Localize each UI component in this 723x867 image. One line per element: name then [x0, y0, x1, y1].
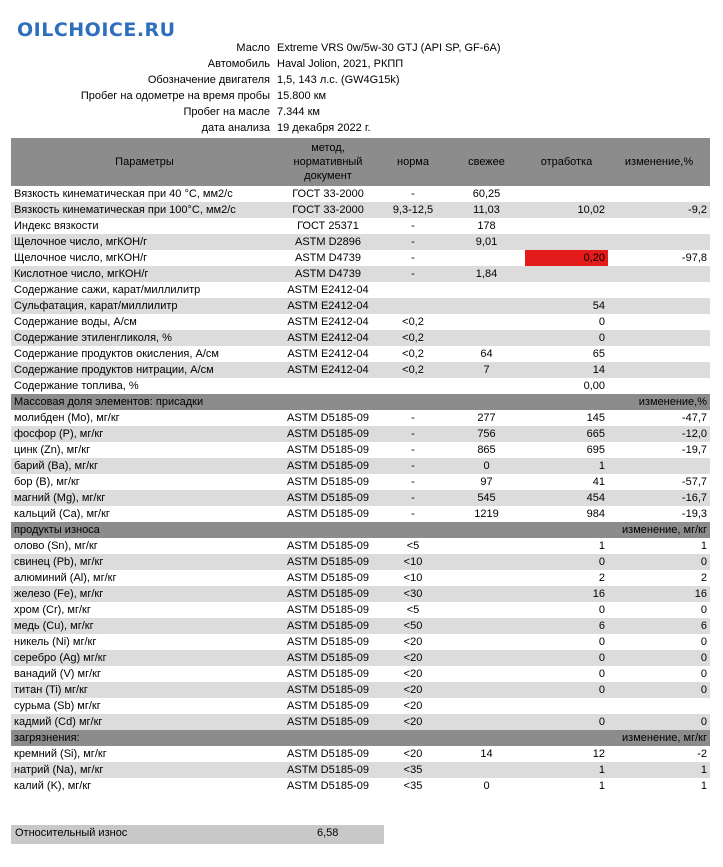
cell-fresh: 178 [448, 218, 525, 234]
info-value: Extreme VRS 0w/5w-30 GTJ (API SP, GF-6A) [277, 42, 501, 54]
cell-norm: - [378, 186, 448, 202]
cell-fresh: 865 [448, 442, 525, 458]
cell-name: Содержание продуктов окисления, А/см [11, 346, 278, 362]
table-row [11, 234, 710, 250]
cell-change [608, 362, 710, 378]
table-row [11, 410, 710, 426]
cell-used: 145 [525, 410, 608, 426]
cell-fresh [448, 586, 525, 602]
info-row [0, 40, 723, 56]
cell-change: 1 [608, 778, 710, 794]
section-title: Массовая доля элементов: присадки [11, 394, 525, 410]
cell-norm: <20 [378, 650, 448, 666]
cell-change: 0 [608, 666, 710, 682]
cell-name: фосфор (P), мг/кг [11, 426, 278, 442]
cell-fresh [448, 250, 525, 266]
cell-norm: <20 [378, 666, 448, 682]
cell-change: -97,8 [608, 250, 710, 266]
cell-norm: <35 [378, 762, 448, 778]
cell-name: железо (Fe), мг/кг [11, 586, 278, 602]
cell-fresh: 14 [448, 746, 525, 762]
table-row [11, 714, 710, 730]
header-param: Параметры [11, 138, 278, 186]
cell-norm: <35 [378, 778, 448, 794]
cell-change [608, 266, 710, 282]
cell-method: ASTM D5185-09 [278, 602, 378, 618]
cell-fresh [448, 634, 525, 650]
cell-name: калий (K), мг/кг [11, 778, 278, 794]
cell-name: кальций (Ca), мг/кг [11, 506, 278, 522]
summary-value: 6,58 [317, 827, 339, 839]
info-label: дата анализа [201, 122, 270, 134]
cell-change: 16 [608, 586, 710, 602]
info-value: 1,5, 143 л.с. (GW4G15k) [277, 74, 400, 86]
cell-used: 0 [525, 602, 608, 618]
cell-used: 1 [525, 778, 608, 794]
cell-used: 12 [525, 746, 608, 762]
cell-fresh: 97 [448, 474, 525, 490]
cell-method: ASTM D5185-09 [278, 586, 378, 602]
cell-used: 6 [525, 618, 608, 634]
cell-change: 0 [608, 714, 710, 730]
cell-fresh: 60,25 [448, 186, 525, 202]
cell-name: Вязкость кинематическая при 100°С, мм2/с [11, 202, 278, 218]
cell-norm: <20 [378, 682, 448, 698]
site-logo: OILCHOICE.RU [17, 19, 176, 41]
cell-method [278, 378, 378, 394]
cell-name: барий (Ba), мг/кг [11, 458, 278, 474]
cell-change [608, 314, 710, 330]
table-row [11, 218, 710, 234]
cell-used: 16 [525, 586, 608, 602]
cell-used: 10,02 [525, 202, 608, 218]
info-row [0, 72, 723, 88]
cell-used: 65 [525, 346, 608, 362]
table-row [11, 250, 710, 266]
cell-used: 1 [525, 538, 608, 554]
table-row [11, 314, 710, 330]
info-value: 19 декабря 2022 г. [277, 122, 371, 134]
table-row [11, 330, 710, 346]
table-row [11, 554, 710, 570]
cell-used: 0 [525, 634, 608, 650]
cell-fresh [448, 650, 525, 666]
table-row [11, 698, 710, 714]
cell-name: кремний (Si), мг/кг [11, 746, 278, 762]
cell-fresh [448, 762, 525, 778]
analysis-table [11, 138, 710, 794]
cell-used [525, 234, 608, 250]
cell-fresh: 756 [448, 426, 525, 442]
cell-change: 1 [608, 538, 710, 554]
cell-name: Щелочное число, мгКОН/г [11, 250, 278, 266]
cell-norm: - [378, 426, 448, 442]
table-row [11, 362, 710, 378]
cell-method: ASTM D5185-09 [278, 650, 378, 666]
info-label: Масло [236, 42, 270, 54]
cell-norm: - [378, 474, 448, 490]
cell-norm: <20 [378, 698, 448, 714]
cell-change: 0 [608, 682, 710, 698]
cell-name: Содержание сажи, карат/миллилитр [11, 282, 278, 298]
table-row [11, 298, 710, 314]
cell-norm: <0,2 [378, 362, 448, 378]
section-header [11, 730, 710, 746]
cell-used [525, 266, 608, 282]
table-row [11, 346, 710, 362]
cell-used: 454 [525, 490, 608, 506]
cell-method: ASTM E2412-04 [278, 314, 378, 330]
cell-used: 0 [525, 330, 608, 346]
info-row [0, 120, 723, 136]
table-row [11, 186, 710, 202]
cell-change: 0 [608, 554, 710, 570]
section-header [11, 394, 710, 410]
cell-name: бор (B), мг/кг [11, 474, 278, 490]
cell-norm: <50 [378, 618, 448, 634]
table-row [11, 282, 710, 298]
cell-norm: <10 [378, 570, 448, 586]
table-row [11, 762, 710, 778]
table-row [11, 746, 710, 762]
cell-method: ASTM D5185-09 [278, 474, 378, 490]
cell-method: ASTM D5185-09 [278, 698, 378, 714]
cell-fresh: 0 [448, 458, 525, 474]
cell-name: ванадий (V) мг/кг [11, 666, 278, 682]
cell-norm [378, 378, 448, 394]
cell-method: ASTM D5185-09 [278, 426, 378, 442]
info-label: Пробег на одометре на время пробы [80, 90, 270, 102]
cell-fresh [448, 682, 525, 698]
info-value: Haval Jolion, 2021, РКПП [277, 58, 404, 70]
cell-fresh [448, 282, 525, 298]
cell-method: ASTM E2412-04 [278, 330, 378, 346]
cell-norm: - [378, 218, 448, 234]
cell-norm: - [378, 490, 448, 506]
cell-method: ASTM D5185-09 [278, 618, 378, 634]
cell-fresh [448, 554, 525, 570]
table-row [11, 442, 710, 458]
cell-norm [378, 282, 448, 298]
cell-method: ГОСТ 33-2000 [278, 202, 378, 218]
cell-fresh [448, 538, 525, 554]
cell-name: цинк (Zn), мг/кг [11, 442, 278, 458]
section-change-label: изменение, мг/кг [525, 522, 710, 538]
cell-fresh: 9,01 [448, 234, 525, 250]
table-row [11, 266, 710, 282]
cell-norm [378, 298, 448, 314]
info-label: Обозначение двигателя [147, 74, 270, 86]
cell-method: ASTM D4739 [278, 266, 378, 282]
table-row [11, 682, 710, 698]
cell-used: 0 [525, 682, 608, 698]
cell-norm: - [378, 410, 448, 426]
summary-label: Относительный износ [15, 827, 128, 839]
info-row [0, 88, 723, 104]
cell-method: ASTM D5185-09 [278, 410, 378, 426]
cell-method: ASTM D5185-09 [278, 490, 378, 506]
cell-used: 0 [525, 314, 608, 330]
cell-change: -12,0 [608, 426, 710, 442]
cell-norm: <0,2 [378, 346, 448, 362]
cell-fresh [448, 330, 525, 346]
section-title: загрязнения: [11, 730, 525, 746]
cell-name: олово (Sn), мг/кг [11, 538, 278, 554]
cell-used: 0,00 [525, 378, 608, 394]
cell-change [608, 698, 710, 714]
cell-used: 0,20 [525, 250, 608, 266]
cell-norm: - [378, 266, 448, 282]
cell-method: ASTM D5185-09 [278, 714, 378, 730]
cell-norm: <30 [378, 586, 448, 602]
cell-method: ASTM D5185-09 [278, 570, 378, 586]
cell-used: 2 [525, 570, 608, 586]
cell-name: Вязкость кинематическая при 40 °С, мм2/с [11, 186, 278, 202]
cell-method: ASTM D5185-09 [278, 554, 378, 570]
cell-norm: - [378, 506, 448, 522]
cell-used: 0 [525, 554, 608, 570]
cell-norm: <5 [378, 538, 448, 554]
cell-fresh [448, 314, 525, 330]
table-row [11, 538, 710, 554]
cell-name: Щелочное число, мгКОН/г [11, 234, 278, 250]
cell-name: свинец (Pb), мг/кг [11, 554, 278, 570]
cell-change: 2 [608, 570, 710, 586]
cell-used [525, 186, 608, 202]
table-header [11, 138, 710, 186]
cell-used [525, 282, 608, 298]
cell-change [608, 218, 710, 234]
cell-used: 695 [525, 442, 608, 458]
cell-fresh: 1219 [448, 506, 525, 522]
header-method: метод, нормативный документ [278, 138, 378, 186]
cell-change: -9,2 [608, 202, 710, 218]
cell-name: медь (Cu), мг/кг [11, 618, 278, 634]
cell-change: -57,7 [608, 474, 710, 490]
cell-change: -19,7 [608, 442, 710, 458]
cell-used [525, 698, 608, 714]
info-row [0, 104, 723, 120]
cell-change [608, 346, 710, 362]
cell-name: титан (Ti) мг/кг [11, 682, 278, 698]
table-row [11, 586, 710, 602]
cell-name: никель (Ni) мг/кг [11, 634, 278, 650]
table-row [11, 458, 710, 474]
cell-change: 1 [608, 762, 710, 778]
cell-norm: 9,3-12,5 [378, 202, 448, 218]
cell-used [525, 218, 608, 234]
table-row [11, 378, 710, 394]
info-value: 7.344 км [277, 106, 320, 118]
cell-method: ASTM E2412-04 [278, 282, 378, 298]
table-row [11, 474, 710, 490]
cell-used: 1 [525, 762, 608, 778]
table-row [11, 666, 710, 682]
cell-used: 0 [525, 666, 608, 682]
cell-norm: - [378, 250, 448, 266]
cell-fresh [448, 618, 525, 634]
cell-name: Кислотное число, мгКОН/г [11, 266, 278, 282]
info-row [0, 56, 723, 72]
cell-change: -47,7 [608, 410, 710, 426]
cell-method: ASTM D5185-09 [278, 762, 378, 778]
cell-norm: - [378, 458, 448, 474]
cell-change [608, 186, 710, 202]
cell-method: ASTM D5185-09 [278, 682, 378, 698]
cell-name: хром (Cr), мг/кг [11, 602, 278, 618]
cell-method: ASTM D5185-09 [278, 538, 378, 554]
cell-name: Сульфатация, карат/миллилитр [11, 298, 278, 314]
cell-method: ASTM D5185-09 [278, 666, 378, 682]
cell-method: ASTM E2412-04 [278, 362, 378, 378]
cell-name: кадмий (Cd) мг/кг [11, 714, 278, 730]
cell-method: ГОСТ 25371 [278, 218, 378, 234]
cell-name: натрий (Na), мг/кг [11, 762, 278, 778]
section-change-label: изменение, мг/кг [525, 730, 710, 746]
section-header [11, 522, 710, 538]
cell-used: 984 [525, 506, 608, 522]
cell-used: 0 [525, 714, 608, 730]
table-row [11, 650, 710, 666]
cell-name: серебро (Ag) мг/кг [11, 650, 278, 666]
header-norm: норма [378, 138, 448, 186]
cell-change: 0 [608, 602, 710, 618]
cell-fresh: 277 [448, 410, 525, 426]
cell-method: ASTM D2896 [278, 234, 378, 250]
cell-fresh: 1,84 [448, 266, 525, 282]
info-value: 15.800 км [277, 90, 327, 102]
table-row [11, 202, 710, 218]
header-used: отработка [525, 138, 608, 186]
cell-fresh [448, 298, 525, 314]
cell-change [608, 458, 710, 474]
cell-name: алюминий (Al), мг/кг [11, 570, 278, 586]
cell-name: магний (Mg), мг/кг [11, 490, 278, 506]
cell-used: 1 [525, 458, 608, 474]
cell-name: Индекс вязкости [11, 218, 278, 234]
cell-fresh: 7 [448, 362, 525, 378]
cell-change: 0 [608, 634, 710, 650]
table-row [11, 634, 710, 650]
cell-norm: <0,2 [378, 330, 448, 346]
cell-change [608, 378, 710, 394]
cell-method: ASTM E2412-04 [278, 346, 378, 362]
relative-wear-summary [11, 825, 384, 844]
cell-name: сурьма (Sb) мг/кг [11, 698, 278, 714]
cell-norm: - [378, 442, 448, 458]
table-row [11, 426, 710, 442]
table-row [11, 506, 710, 522]
cell-norm: <20 [378, 634, 448, 650]
cell-fresh [448, 602, 525, 618]
cell-norm: <10 [378, 554, 448, 570]
cell-name: молибден (Mo), мг/кг [11, 410, 278, 426]
cell-used: 665 [525, 426, 608, 442]
cell-used: 54 [525, 298, 608, 314]
cell-method: ASTM D4739 [278, 250, 378, 266]
cell-method: ASTM D5185-09 [278, 634, 378, 650]
cell-used: 0 [525, 650, 608, 666]
cell-change: -16,7 [608, 490, 710, 506]
cell-fresh: 545 [448, 490, 525, 506]
cell-change: -19,3 [608, 506, 710, 522]
cell-fresh [448, 698, 525, 714]
cell-change [608, 234, 710, 250]
cell-name: Содержание продуктов нитрации, А/см [11, 362, 278, 378]
cell-method: ASTM D5185-09 [278, 442, 378, 458]
cell-change [608, 298, 710, 314]
cell-norm: - [378, 234, 448, 250]
cell-norm: <5 [378, 602, 448, 618]
cell-norm: <0,2 [378, 314, 448, 330]
cell-fresh: 0 [448, 778, 525, 794]
cell-used: 14 [525, 362, 608, 378]
cell-method: ASTM D5185-09 [278, 746, 378, 762]
cell-fresh: 64 [448, 346, 525, 362]
table-row [11, 570, 710, 586]
table-row [11, 602, 710, 618]
header-fresh: свежее [448, 138, 525, 186]
section-change-label: изменение,% [525, 394, 710, 410]
table-row [11, 490, 710, 506]
cell-name: Содержание воды, А/см [11, 314, 278, 330]
section-title: продукты износа [11, 522, 525, 538]
cell-change: 6 [608, 618, 710, 634]
cell-method: ASTM D5185-09 [278, 506, 378, 522]
cell-method: ASTM D5185-09 [278, 458, 378, 474]
cell-fresh [448, 378, 525, 394]
cell-norm: <20 [378, 714, 448, 730]
cell-used: 41 [525, 474, 608, 490]
cell-method: ASTM D5185-09 [278, 778, 378, 794]
cell-method: ГОСТ 33-2000 [278, 186, 378, 202]
cell-norm: <20 [378, 746, 448, 762]
cell-change: 0 [608, 650, 710, 666]
header-change: изменение,% [608, 138, 710, 186]
cell-change [608, 282, 710, 298]
info-label: Автомобиль [207, 58, 270, 70]
cell-fresh: 11,03 [448, 202, 525, 218]
cell-name: Содержание топлива, % [11, 378, 278, 394]
cell-fresh [448, 666, 525, 682]
cell-change: -2 [608, 746, 710, 762]
table-row [11, 778, 710, 794]
cell-fresh [448, 570, 525, 586]
cell-name: Содержание этиленгликоля, % [11, 330, 278, 346]
cell-fresh [448, 714, 525, 730]
info-label: Пробег на масле [183, 106, 270, 118]
cell-method: ASTM E2412-04 [278, 298, 378, 314]
cell-change [608, 330, 710, 346]
table-row [11, 618, 710, 634]
